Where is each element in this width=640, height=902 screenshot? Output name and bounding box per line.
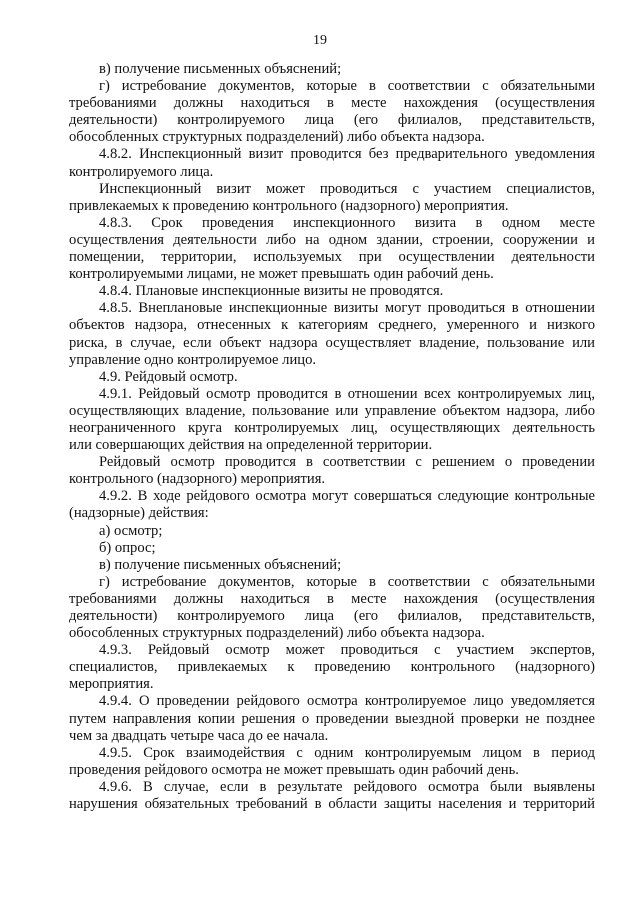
text-line: неограниченного круга контролируемых лиц, осуществляющих деятельность <box>69 419 595 436</box>
text-line: 4.8.5. Внеплановые инспекционные визиты могут проводиться в отношении <box>99 300 595 317</box>
text-line: требованиями должны находиться в месте нахождения (осуществления <box>69 95 595 112</box>
text-line: Инспекционный визит может проводиться с участием специалистов, <box>99 180 595 197</box>
text-line: (надзорные) действия: <box>69 505 209 522</box>
text-line: риска, в случае, если объект надзора осуществляет владение, пользование или <box>69 334 595 351</box>
text-line: помещении, территории, используемых при осуществлении деятельности <box>69 249 595 266</box>
text-line: деятельности) контролируемого лица (его филиалов, представительств, <box>69 112 595 129</box>
text-line: мероприятия. <box>69 676 154 693</box>
text-line: обособленных структурных подразделений) либо объекта надзора. <box>69 625 485 642</box>
text-line: нарушения обязательных требований в области защиты населения и территорий <box>69 796 595 813</box>
text-line: управление одно контролируемое лицо. <box>69 351 317 368</box>
text-line: б) опрос; <box>99 539 156 556</box>
text-line: контролируемыми лицами, не может превышать один рабочий день. <box>69 266 494 283</box>
text-line: 4.9.6. В случае, если в результате рейдового осмотра были выявлены <box>99 778 595 795</box>
text-line: г) истребование документов, которые в соответствии с обязательными <box>99 573 595 590</box>
text-line: 4.9.1. Рейдовый осмотр проводится в отношении всех контролируемых лиц, <box>99 385 595 402</box>
text-line: привлекаемых к проведению контрольного (надзорного) мероприятия. <box>69 197 509 214</box>
text-line: проведения рейдового осмотра не может превышать один рабочий день. <box>69 761 519 778</box>
document-body <box>69 61 595 813</box>
text-line: а) осмотр; <box>99 522 163 539</box>
text-line: или совершающих действия на определенной территории. <box>69 437 433 454</box>
text-line: в) получение письменных объяснений; <box>99 61 342 77</box>
text-line: специалистов, привлекаемых к проведению контрольного (надзорного) <box>69 659 595 676</box>
text-line: путем направления копии решения о проведении выездной проверки не позднее <box>69 710 595 727</box>
text-line: 4.8.4. Плановые инспекционные визиты не проводятся. <box>99 283 444 300</box>
text-line: Рейдовый осмотр проводится в соответствии с решением о проведении <box>99 454 595 471</box>
text-line: чем за двадцать четыре часа до ее начала. <box>69 727 329 744</box>
text-line: объектов надзора, отнесенных к категориям среднего, умеренного и низкого <box>69 317 595 334</box>
page-number: 19 <box>313 33 327 48</box>
text-line: осуществляющих владение, пользование или управление объектом надзора, либо <box>69 402 595 419</box>
text-line: 4.9.5. Срок взаимодействия с одним контролируемым лицом в период <box>99 744 595 761</box>
text-line: требованиями должны находиться в месте нахождения (осуществления <box>69 590 595 607</box>
text-line: 4.8.2. Инспекционный визит проводится без предварительного уведомления <box>99 146 595 163</box>
text-line: 4.9. Рейдовый осмотр. <box>99 368 238 385</box>
text-line: 4.9.3. Рейдовый осмотр может проводиться с участием экспертов, <box>99 642 595 659</box>
text-line: контрольного (надзорного) мероприятия. <box>69 471 326 488</box>
text-line: осуществления деятельности либо на одном здании, строении, сооружении и <box>69 231 595 248</box>
text-line: в) получение письменных объяснений; <box>99 556 342 573</box>
text-line: 4.9.2. В ходе рейдового осмотра могут совершаться следующие контрольные <box>99 488 595 505</box>
text-line: 4.8.3. Срок проведения инспекционного визита в одном месте <box>99 214 595 231</box>
text-line: 4.9.4. О проведении рейдового осмотра контролируемое лицо уведомляется <box>99 693 595 710</box>
text-line: обособленных структурных подразделений) либо объекта надзора. <box>69 129 485 146</box>
text-line: г) истребование документов, которые в соответствии с обязательными <box>99 78 595 95</box>
text-line: контролируемого лица. <box>69 163 214 180</box>
text-line: деятельности) контролируемого лица (его филиалов, представительств, <box>69 608 595 624</box>
